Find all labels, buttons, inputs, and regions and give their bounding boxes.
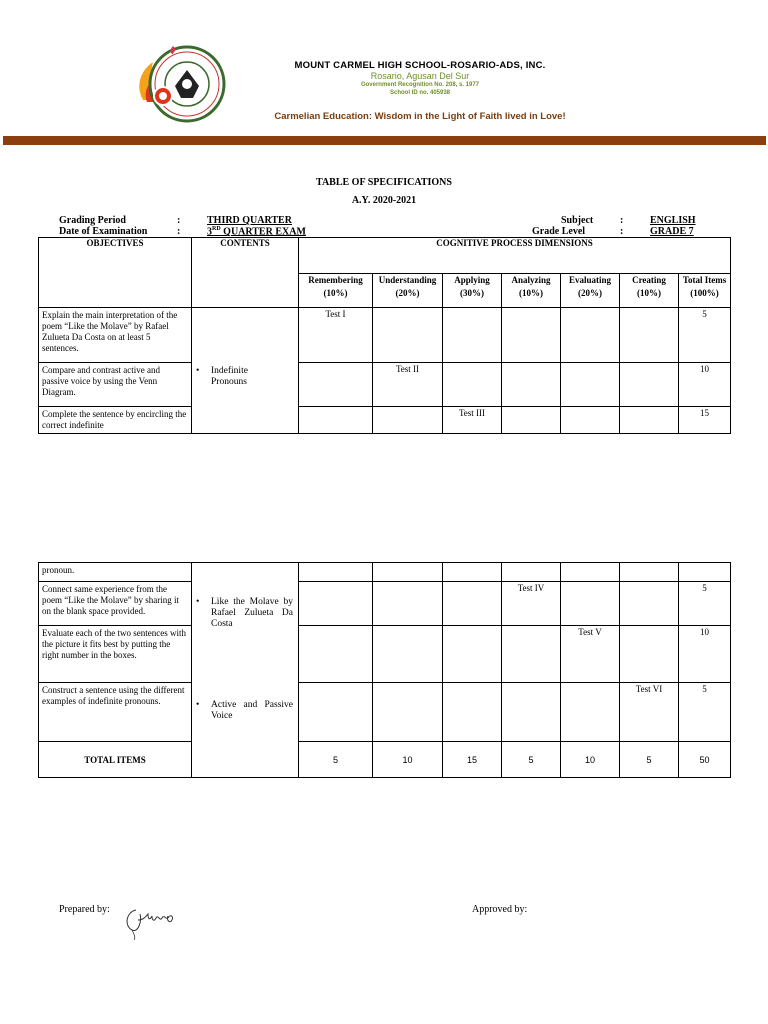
subject-value: ENGLISH [650,215,696,226]
objective-cell: Explain the main interpretation of the poem “Like the Molave” by Rafael Zulueta Da Costa on at least 5 sentences. [39,308,192,363]
dimension-applying: Applying (30%) [443,274,502,308]
dimension-understanding: Understanding (20%) [373,274,443,308]
school-motto: Carmelian Education: Wisdom in the Light of Faith lived in Love! [274,111,566,122]
total-applying: 15 [443,742,502,778]
dimension-total-items: Total Items (100%) [679,274,731,308]
date-of-exam-label: Date of Examination [59,226,148,237]
table-row [39,308,731,363]
objectives-header: OBJECTIVES [39,238,192,308]
colon: : [177,215,181,226]
total-items-label: TOTAL ITEMS [39,742,192,778]
objective-cell: Construct a sentence using the different examples of indefinite pronouns. [39,683,192,742]
specification-table-part-1 [38,237,731,434]
grade-level-label: Grade Level [532,226,586,237]
test-cell: Test V [561,626,620,683]
grading-period-value: THIRD QUARTER [207,215,292,226]
school-address: Rosario, Agusan Del Sur [370,71,470,81]
total-evaluating: 10 [561,742,620,778]
content-cell-2: • Like the Molave by Rafael Zulueta Da Costa • Active and Passive Voice [192,563,299,778]
table-row [39,407,731,434]
government-recognition: Government Recognition No. 208, s. 1977 [360,82,480,88]
school-id: School ID no. 405938 [389,90,451,96]
grade-level-value: GRADE 7 [650,226,694,237]
test-cell: Test VI [620,683,679,742]
academic-year: A.Y. 2020-2021 [351,195,417,206]
total-cell: 10 [679,626,731,683]
total-analyzing: 5 [502,742,561,778]
school-name: MOUNT CARMEL HIGH SCHOOL-ROSARIO-ADS, INC. [294,60,546,71]
date-of-exam-value: 3RD QUARTER EXAM [207,226,306,238]
specification-table-part-2 [38,562,731,778]
total-row [39,742,731,778]
table-row [39,683,731,742]
test-cell: Test IV [502,582,561,626]
contents-header: CONTENTS [192,238,299,308]
document-title: TABLE OF SPECIFICATIONS [316,177,452,188]
total-cell: 5 [679,683,731,742]
table-row [39,563,731,582]
total-cell: 10 [679,363,731,407]
prepared-by-label: Prepared by: [59,904,110,915]
dimension-evaluating: Evaluating (20%) [561,274,620,308]
test-cell: Test III [443,407,502,434]
test-cell: Test I [299,308,373,363]
objective-cell: pronoun. [39,563,192,582]
table-row [39,626,731,683]
approved-by-label: Approved by: [472,904,528,915]
total-overall: 50 [679,742,731,778]
dimension-remembering: Remembering (10%) [299,274,373,308]
test-cell: Test II [373,363,443,407]
objective-cell: Connect same experience from the poem “Like the Molave” by sharing it on the blank space provided. [39,582,192,626]
total-remembering: 5 [299,742,373,778]
total-understanding: 10 [373,742,443,778]
header-divider-band [3,136,766,145]
dimension-creating: Creating (10%) [620,274,679,308]
grading-period-label: Grading Period [59,215,126,226]
school-logo [133,40,227,126]
colon: : [620,226,624,237]
content-cell-1: • Indefinite Pronouns [192,308,299,434]
cognitive-header: COGNITIVE PROCESS DIMENSIONS [299,238,731,274]
total-cell: 5 [679,582,731,626]
table-row [39,363,731,407]
colon: : [620,215,624,226]
signature-image [122,900,182,940]
total-cell: 15 [679,407,731,434]
dimension-analyzing: Analyzing (10%) [502,274,561,308]
colon: : [177,226,181,237]
objective-cell: Compare and contrast active and passive voice by using the Venn Diagram. [39,363,192,407]
table-row [39,582,731,626]
total-cell: 5 [679,308,731,363]
total-creating: 5 [620,742,679,778]
objective-cell: Complete the sentence by encircling the correct indefinite [39,407,192,434]
subject-label: Subject [561,215,594,226]
objective-cell: Evaluate each of the two sentences with the picture it fits best by putting the right number in the boxes. [39,626,192,683]
